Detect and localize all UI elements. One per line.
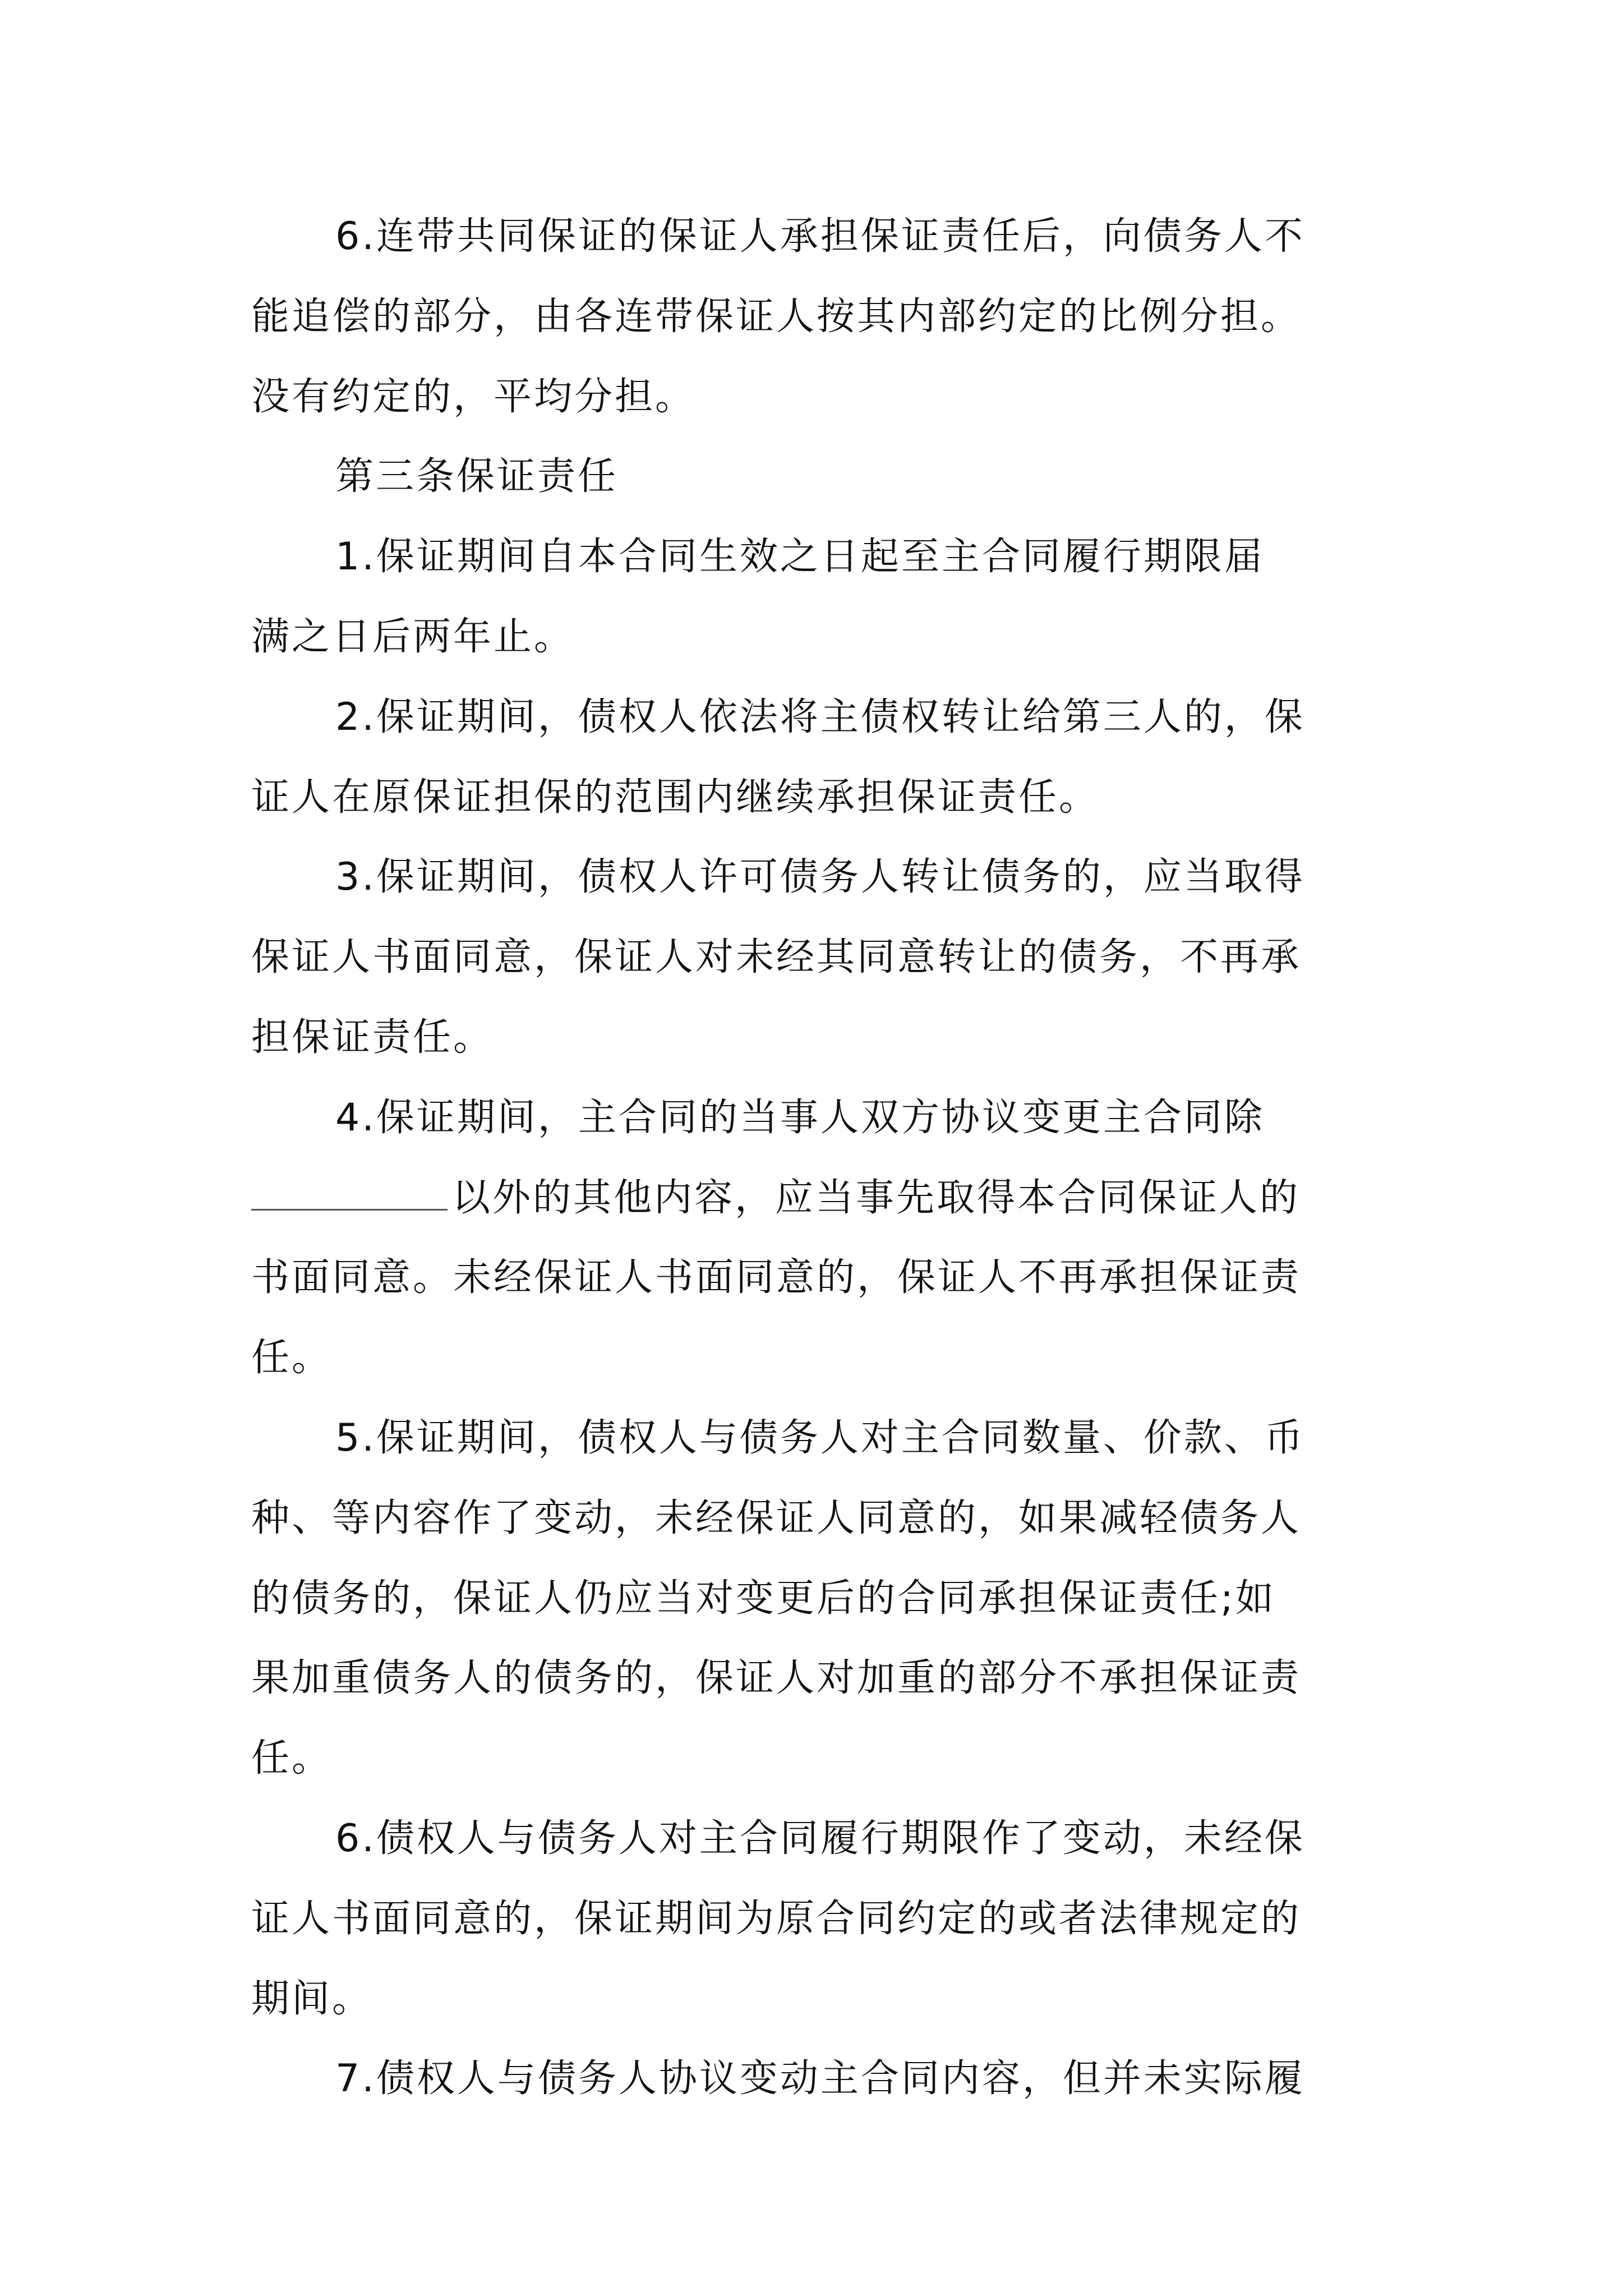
text-line: 4.保证期间，主合同的当事人双方协议变更主合同除 bbox=[335, 1096, 1265, 1140]
text-line: 期间。 bbox=[251, 1977, 373, 2021]
text-line-with-blank bbox=[251, 1170, 1300, 1226]
text-line: 的债务的，保证人仍应当对变更后的合同承担保证责任;如 bbox=[251, 1576, 1276, 1621]
text-line: 任。 bbox=[251, 1736, 333, 1780]
section-heading: 第三条保证责任 bbox=[335, 454, 619, 499]
text-line: 7.债权人与债务人协议变动主合同内容，但并未实际履 bbox=[335, 2056, 1305, 2101]
text-line: 6.连带共同保证的保证人承担保证责任后，向债务人不 bbox=[335, 214, 1305, 259]
text-after-blank: 以外的其他内容，应当事先取得本合同保证人的 bbox=[452, 1176, 1301, 1220]
text-line: 5.保证期间，债权人与债务人对主合同数量、价款、币 bbox=[335, 1416, 1305, 1460]
text-line: 能追偿的部分，由各连带保证人按其内部约定的比例分担。 bbox=[251, 295, 1302, 339]
text-line: 没有约定的，平均分担。 bbox=[251, 375, 696, 419]
text-line: 3.保证期间，债权人许可债务人转让债务的，应当取得 bbox=[335, 855, 1305, 899]
text-line: 证人书面同意的，保证期间为原合同约定的或者法律规定的 bbox=[251, 1897, 1302, 1941]
fill-in-blank[interactable] bbox=[251, 1175, 448, 1211]
text-line: 任。 bbox=[251, 1336, 333, 1380]
text-line: 满之日后两年止。 bbox=[251, 615, 575, 659]
text-line: 1.保证期间自本合同生效之日起至主合同履行期限届 bbox=[335, 535, 1265, 579]
text-line: 证人在原保证担保的范围内继续承担保证责任。 bbox=[251, 775, 1100, 820]
text-line: 6.债权人与债务人对主合同履行期限作了变动，未经保 bbox=[335, 1816, 1305, 1861]
text-line: 种、等内容作了变动，未经保证人同意的，如果减轻债务人 bbox=[251, 1496, 1302, 1540]
text-line: 2.保证期间，债权人依法将主债权转让给第三人的，保 bbox=[335, 695, 1305, 739]
text-line: 书面同意。未经保证人书面同意的，保证人不再承担保证责 bbox=[251, 1255, 1302, 1300]
text-line: 果加重债务人的债务的，保证人对加重的部分不承担保证责 bbox=[251, 1656, 1302, 1700]
text-line: 保证人书面同意，保证人对未经其同意转让的债务，不再承 bbox=[251, 935, 1302, 979]
text-line: 担保证责任。 bbox=[251, 1015, 494, 1060]
